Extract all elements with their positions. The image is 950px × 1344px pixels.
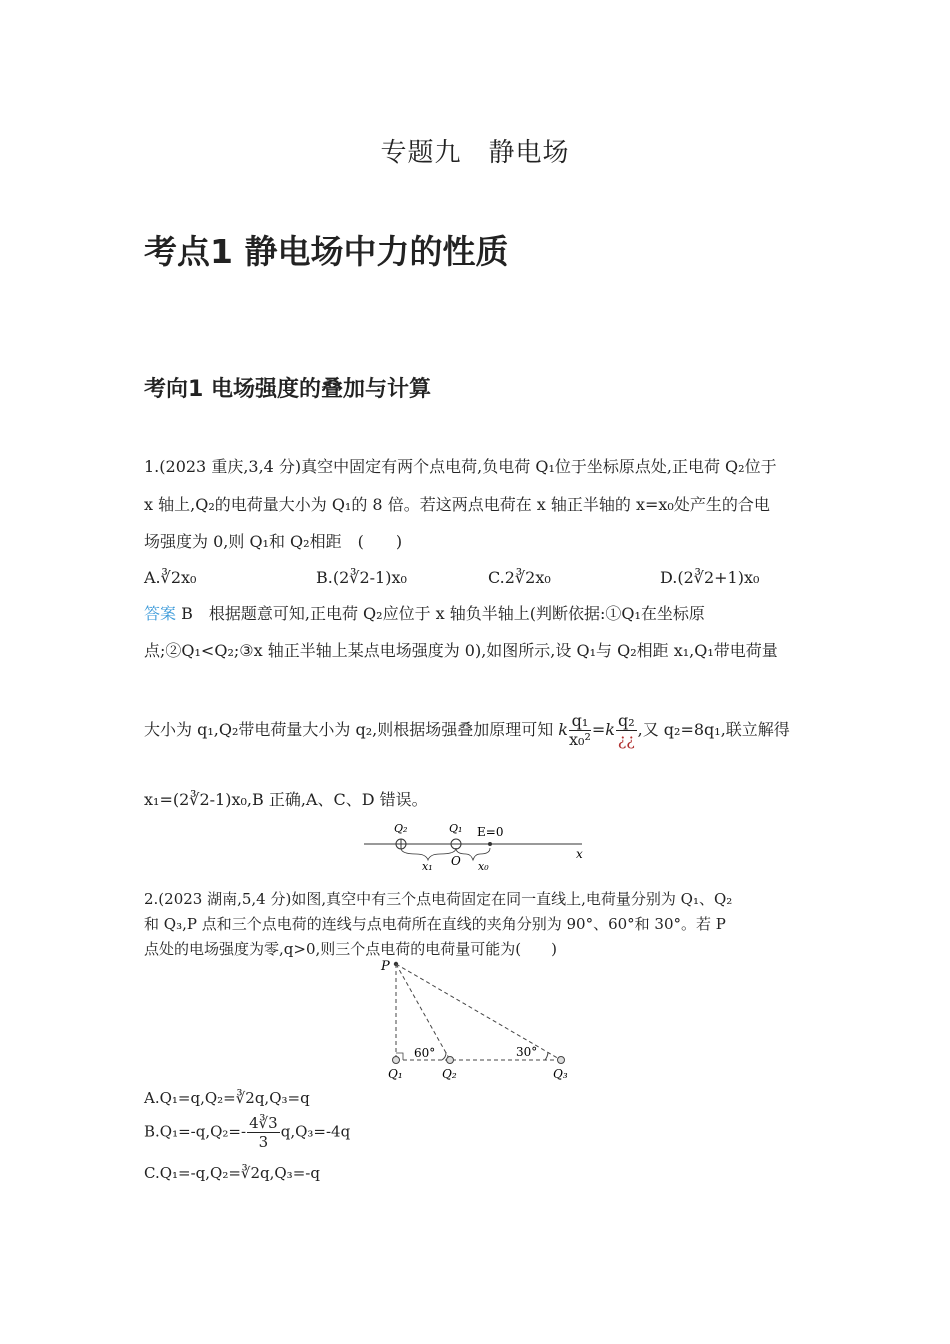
fig1-label-origin: O (451, 854, 461, 868)
answer1-line1 (144, 603, 705, 625)
q1-option-a[interactable]: A.∛2x₀ (144, 568, 197, 587)
fig1-label-q2: Q₂ (394, 822, 408, 835)
q2-option-b[interactable] (144, 1114, 350, 1151)
figure2-charge-diagram (378, 956, 578, 1086)
q1-line3: 场强度为 0,则 Q₁和 Q₂相距 ( ) (144, 532, 403, 551)
q2-line1: 2.(2023 湖南,5,4 分)如图,真空中有三个点电荷固定在同一直线上,电荷量分别为 Q₁、Q₂ (144, 890, 733, 908)
answer1-text1: B 根据题意可知,正电荷 Q₂应位于 x 轴负半轴上(判断依据:①Q₁在坐标原 (176, 604, 705, 623)
fig1-label-q1: Q₁ (449, 822, 463, 835)
q1-line2: x 轴上,Q₂的电荷量大小为 Q₁的 8 倍。若这两点电荷在 x 轴正半轴的 x=x₀处产生的合电 (144, 495, 770, 514)
fig1-label-x1: x₁ (422, 860, 433, 873)
fig2-label-q2: Q₂ (442, 1067, 457, 1081)
q1-option-c[interactable]: C.2∛2x₀ (488, 568, 551, 587)
optionb-numerator: 4∛3 (249, 1114, 278, 1132)
q2-option-c[interactable]: C.Q₁=-q,Q₂=∛2q,Q₃=-q (144, 1164, 320, 1182)
subsection-heading: 考向1 电场强度的叠加与计算 (144, 377, 431, 402)
q1-option-b[interactable]: B.(2∛2-1)x₀ (316, 568, 407, 587)
zero-field-point (488, 842, 492, 846)
angle-30-arc (545, 1052, 548, 1060)
q1-line1: 1.(2023 重庆,3,4 分)真空中固定有两个点电荷,负电荷 Q₁位于坐标原点处,正电荷 Q₂位于 (144, 457, 777, 476)
answer-label: 答案 (144, 604, 177, 623)
q2-charge (447, 1057, 454, 1064)
q1-option-d[interactable]: D.(2∛2+1)x₀ (660, 568, 760, 587)
frac2-denominator: ¿¿ (617, 730, 635, 749)
fig2-label-q3: Q₃ (553, 1067, 568, 1081)
answer1-line3-pre: 大小为 q₁,Q₂带电荷量大小为 q₂,则根据场强叠加原理可知 (144, 720, 554, 739)
frac1-denominator: x₀² (569, 730, 591, 749)
q2-line2: 和 Q₃,P 点和三个点电荷的连线与点电荷所在直线的夹角分别为 90°、60°和 30°。若 P (144, 915, 726, 933)
fraction-q1-x0 (569, 712, 591, 749)
fig2-label-30: 30° (516, 1045, 538, 1059)
frac1-numerator: q₁ (569, 712, 591, 731)
angle-60-arc (442, 1052, 446, 1060)
q3-charge (558, 1057, 565, 1064)
section-heading: 考点1 静电场中力的性质 (144, 232, 509, 271)
q2-option-b-post: q,Q₃=-4q (280, 1122, 351, 1141)
fig2-label-q1: Q₁ (388, 1067, 403, 1081)
x0-brace (456, 848, 490, 860)
q1-charge (393, 1057, 400, 1064)
fig2-label-p: P (381, 959, 390, 974)
q2-option-b-fraction (247, 1114, 280, 1151)
fig1-label-x: x (576, 847, 583, 861)
frac2-numerator: q₂ (617, 711, 635, 730)
answer1-line3: 大小为 q₁,Q₂带电荷量大小为 q₂,则根据场强叠加原理可知 k $\frac{\text{q₁}}{\text{x₀²}}$ =k $\frac{\text{q₂}}{¿¿}$ ,又 q₂=8q₁,联立解得 (144, 711, 790, 749)
answer1-line3-post: ,又 q₂=8q₁,联立解得 (637, 720, 790, 739)
fig1-label-e0: E=0 (477, 825, 504, 839)
fig2-label-60: 60° (414, 1046, 436, 1060)
q2-option-a[interactable]: A.Q₁=q,Q₂=∛2q,Q₃=q (144, 1089, 310, 1107)
fig1-label-x0: x₀ (478, 860, 489, 873)
optionb-denominator: 3 (258, 1133, 269, 1151)
fraction-q2 (616, 712, 637, 749)
answer1-line4: x₁=(2∛2-1)x₀,B 正确,A、C、D 错误。 (144, 790, 428, 809)
page-title: 专题九 静电场 (380, 138, 570, 168)
answer1-line2: 点;②Q₁<Q₂;③x 轴正半轴上某点电场强度为 0),如图所示,设 Q₁与 Q₂相距 x₁,Q₁带电荷量 (144, 641, 778, 660)
x1-brace (401, 848, 456, 860)
q2-line3: 点处的电场强度为零,q>0,则三个点电荷的电荷量可能为( ) (144, 940, 557, 958)
figure1-number-line (360, 818, 590, 876)
q2-option-b-pre: B.Q₁=-q,Q₂=- (144, 1122, 247, 1141)
